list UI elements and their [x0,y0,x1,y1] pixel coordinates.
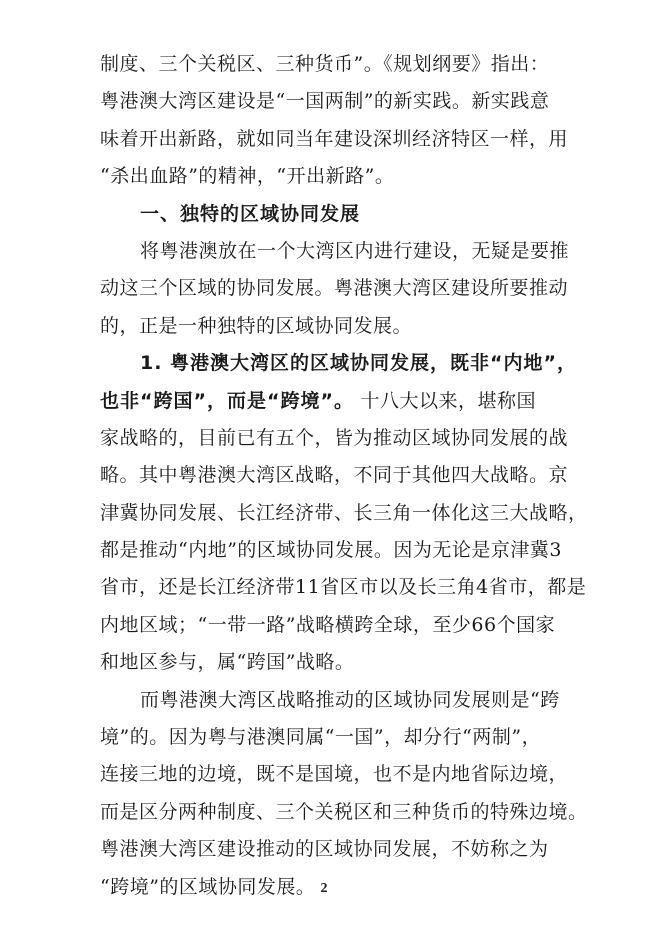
text-line: 粤港澳大湾区建设是“一国两制”的新实践。新实践意 [100,90,550,113]
text-line: 和地区参与，属“跨国”战略。 [100,651,355,674]
text-line: 境”的。因为粤与港澳同属“一国”，却分行“两制”， [100,726,542,749]
text-line [100,383,590,420]
document-body [100,46,590,906]
text-line: 略。其中粤港澳大湾区战略，不同于其他四大战略。京 [100,464,569,487]
heading-text: 1. 粤港澳大湾区的区域协同发展，既非“内地”， [140,352,578,375]
text-line: 津冀协同发展、长江经济带、长三角一体化这三大战略， [100,501,588,524]
line-text: 十八大以来，堪称国 [353,389,536,412]
text-line: 粤港澳大湾区建设推动的区域协同发展，不妨称之为 [100,838,549,861]
text-line: 家战略的，目前已有五个，皆为推动区域协同发展的战 [100,426,569,449]
text-line: “跨境”的区域协同发展。 [100,875,316,898]
page-number: 2 [320,881,328,896]
text-line: 连接三地的边境，既不是国境，也不是内地省际边境， [100,763,569,786]
heading-text: 一、独特的区域协同发展 [140,202,361,225]
text-line: 动这三个区域的协同发展。粤港澳大湾区建设所要推动 [100,277,569,300]
heading-text: 也非“跨国”，而是“跨境”。 [100,389,354,412]
text-line: 味着开出新路，就如同当年建设深圳经济特区一样，用 [100,127,569,150]
text-line: 而是区分两种制度、三个关税区和三种货币的特殊边境。 [100,800,588,823]
text-line: 制度、三个关税区、三种货币”。《规划纲要》指出： [100,53,550,75]
text-line: “杀出血路”的精神，“开出新路”。 [100,165,395,188]
text-line: 而粤港澳大湾区战略推动的区域协同发展则是“跨 [140,688,560,711]
section-heading [100,196,590,233]
text-line: 内地区域；“一带一路”战略横跨全球，至少66个国家 [100,613,556,636]
section-heading [100,345,590,382]
text-line: 都是推动“内地”的区域协同发展。因为无论是京津冀3 [100,539,563,562]
text-line: 将粤港澳放在一个大湾区内进行建设，无疑是要推 [140,239,570,262]
text-line: 省市，还是长江经济带11省区市以及长三角4省市，都是 [100,576,587,599]
text-line: 的，正是一种独特的区域协同发展。 [100,314,413,337]
